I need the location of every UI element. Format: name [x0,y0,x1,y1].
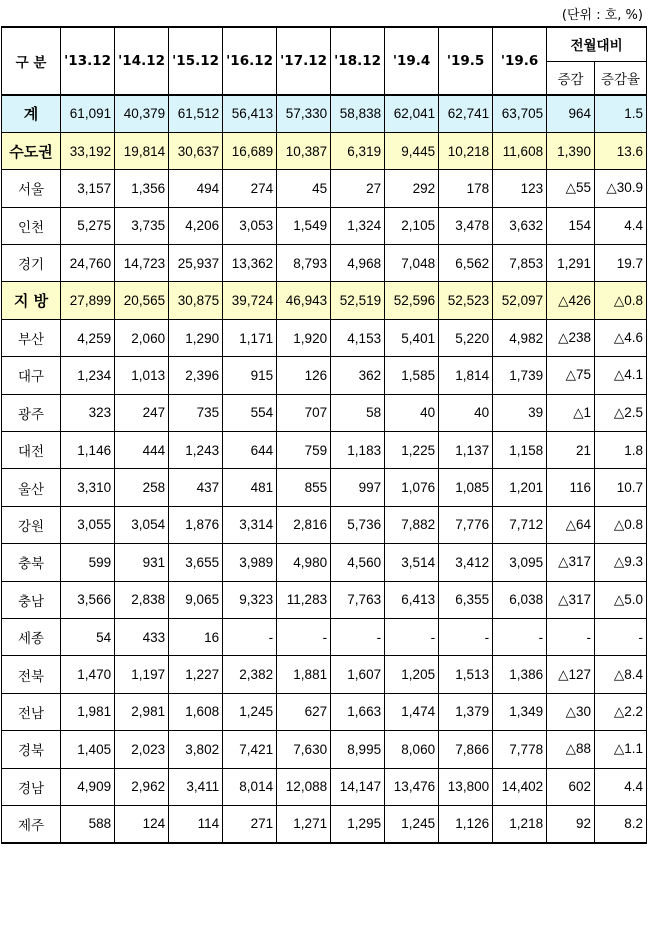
row-label: 경북 [2,731,61,768]
table-cell: 30,637 [169,132,223,169]
table-cell: 258 [115,469,169,506]
table-cell: 92 [547,805,595,842]
table-cell: △0.8 [594,506,646,543]
table-row [2,319,647,356]
table-cell: 52,523 [439,282,493,319]
table-cell: 40,379 [115,95,169,132]
table-row [2,544,647,581]
table-cell: 7,866 [439,731,493,768]
table-cell: 19,814 [115,132,169,169]
table-cell: 6,319 [331,132,385,169]
row-label: 경기 [2,245,61,282]
table-cell: 5,275 [61,207,115,244]
table-cell: 16 [169,618,223,655]
table-cell: 11,283 [277,581,331,618]
table-cell: 3,055 [61,506,115,543]
table-cell: 7,712 [493,506,547,543]
table-cell: 627 [277,693,331,730]
table-cell: 1.5 [594,95,646,132]
table-cell: - [223,618,277,655]
table-cell: △30 [547,693,595,730]
table-cell: 11,608 [493,132,547,169]
mom-group-header: 전월대비 [547,27,647,61]
row-label: 세종 [2,618,61,655]
table-cell: 5,220 [439,319,493,356]
stats-table [1,26,647,844]
table-cell: 6,413 [385,581,439,618]
table-cell: 4,968 [331,245,385,282]
table-cell: △238 [547,319,595,356]
table-row [2,282,647,319]
table-cell: 1,076 [385,469,439,506]
table-cell: 1,876 [169,506,223,543]
table-cell: 10,218 [439,132,493,169]
table-cell: 52,519 [331,282,385,319]
table-cell: 52,596 [385,282,439,319]
table-cell: 1,201 [493,469,547,506]
table-cell: 4,259 [61,319,115,356]
table-cell: △5.0 [594,581,646,618]
table-cell: - [385,618,439,655]
table-cell: △127 [547,656,595,693]
table-cell: 4,982 [493,319,547,356]
table-cell: △2.5 [594,394,646,431]
header-row [2,27,647,61]
table-cell: 10.7 [594,469,646,506]
table-cell: 14,723 [115,245,169,282]
unit-label: (단위 : 호, %) [561,8,643,23]
table-cell: 19.7 [594,245,646,282]
row-label: 대전 [2,432,61,469]
table-cell: 1,158 [493,432,547,469]
table-cell: 56,413 [223,95,277,132]
table-cell: 8,060 [385,731,439,768]
table-cell: 1,474 [385,693,439,730]
table-row [2,95,647,132]
table-row [2,656,647,693]
table-cell: 644 [223,432,277,469]
row-label: 울산 [2,469,61,506]
table-row [2,618,647,655]
table-cell: △2.2 [594,693,646,730]
table-cell: 3,411 [169,768,223,805]
table-cell: 14,147 [331,768,385,805]
table-cell: △55 [547,170,595,207]
table-cell: 1,881 [277,656,331,693]
table-cell: 6,562 [439,245,493,282]
table-cell: 62,741 [439,95,493,132]
table-cell: - [331,618,385,655]
table-cell: 4,980 [277,544,331,581]
table-cell: - [547,618,595,655]
table-row [2,394,647,431]
row-label: 지 방 [2,282,61,319]
table-cell: 1,146 [61,432,115,469]
table-cell: 13.6 [594,132,646,169]
table-cell: 7,630 [277,731,331,768]
table-cell: 45 [277,170,331,207]
row-label: 대구 [2,357,61,394]
table-cell: 61,091 [61,95,115,132]
table-cell: 3,802 [169,731,223,768]
table-cell: 759 [277,432,331,469]
table-cell: 2,023 [115,731,169,768]
table-cell: 1,585 [385,357,439,394]
table-cell: 9,323 [223,581,277,618]
table-cell: 63,705 [493,95,547,132]
table-cell: 40 [385,394,439,431]
table-cell: 178 [439,170,493,207]
row-label: 충북 [2,544,61,581]
table-cell: 588 [61,805,115,842]
row-label: 경남 [2,768,61,805]
table-cell: 1,663 [331,693,385,730]
table-cell: 3,632 [493,207,547,244]
table-cell: 1,183 [331,432,385,469]
table-cell: 3,989 [223,544,277,581]
table-cell: 7,882 [385,506,439,543]
mom-rate-header: 증감율 [594,61,646,95]
table-cell: 433 [115,618,169,655]
table-cell: △88 [547,731,595,768]
table-cell: 1,243 [169,432,223,469]
row-label: 서울 [2,170,61,207]
table-cell: 2,962 [115,768,169,805]
table-cell: 1,245 [223,693,277,730]
year-header: '16.12 [223,27,277,95]
table-cell: 54 [61,618,115,655]
table-cell: 931 [115,544,169,581]
table-cell: 3,412 [439,544,493,581]
table-cell: 24,760 [61,245,115,282]
table-cell: 3,566 [61,581,115,618]
table-cell: 1,171 [223,319,277,356]
table-cell: 13,362 [223,245,277,282]
table-cell: 58 [331,394,385,431]
row-label: 인천 [2,207,61,244]
category-header: 구 분 [2,27,61,95]
table-cell: △317 [547,544,595,581]
table-cell: 7,776 [439,506,493,543]
table-row [2,245,647,282]
table-cell: △4.1 [594,357,646,394]
table-cell: 27,899 [61,282,115,319]
table-cell: 57,330 [277,95,331,132]
table-cell: 1,295 [331,805,385,842]
table-cell: 1,225 [385,432,439,469]
table-cell: 8,793 [277,245,331,282]
table-row [2,805,647,842]
table-cell: 554 [223,394,277,431]
table-row [2,207,647,244]
table-cell: 1,739 [493,357,547,394]
table-cell: 126 [277,357,331,394]
table-cell: 1,324 [331,207,385,244]
table-cell: 39 [493,394,547,431]
table-cell: 1,234 [61,357,115,394]
table-cell: 4,560 [331,544,385,581]
table-cell: 14,402 [493,768,547,805]
table-cell: 1,227 [169,656,223,693]
table-cell: 6,038 [493,581,547,618]
table-cell: 1,607 [331,656,385,693]
year-header: '13.12 [61,27,115,95]
year-header: '19.6 [493,27,547,95]
table-cell: 1,549 [277,207,331,244]
table-cell: 4,909 [61,768,115,805]
table-cell: △75 [547,357,595,394]
table-cell: 4.4 [594,768,646,805]
table-row [2,469,647,506]
table-cell: 13,800 [439,768,493,805]
table-cell: 16,689 [223,132,277,169]
table-cell: △4.6 [594,319,646,356]
table-cell: 7,421 [223,731,277,768]
table-cell: 6,355 [439,581,493,618]
table-row [2,357,647,394]
year-header: '19.4 [385,27,439,95]
table-row [2,170,647,207]
table-cell: 247 [115,394,169,431]
table-cell: 2,060 [115,319,169,356]
table-row [2,132,647,169]
row-label: 계 [2,95,61,132]
table-cell: 437 [169,469,223,506]
table-cell: 114 [169,805,223,842]
table-cell: 707 [277,394,331,431]
table-cell: 9,445 [385,132,439,169]
row-label: 광주 [2,394,61,431]
table-cell: △8.4 [594,656,646,693]
table-cell: 292 [385,170,439,207]
table-cell: 1,608 [169,693,223,730]
table-cell: 2,382 [223,656,277,693]
table-cell: 362 [331,357,385,394]
row-label: 강원 [2,506,61,543]
table-cell: 271 [223,805,277,842]
table-cell: 1,126 [439,805,493,842]
table-cell: 1,349 [493,693,547,730]
table-cell: 7,853 [493,245,547,282]
table-cell: 62,041 [385,95,439,132]
table-cell: △317 [547,581,595,618]
table-cell: 481 [223,469,277,506]
table-cell: 8,014 [223,768,277,805]
table-cell: 1,137 [439,432,493,469]
table-cell: 1.8 [594,432,646,469]
table-cell: 123 [493,170,547,207]
table-cell: 1,205 [385,656,439,693]
table-cell: - [439,618,493,655]
table-cell: 30,875 [169,282,223,319]
table-row [2,432,647,469]
table-cell: 1,470 [61,656,115,693]
table-cell: 274 [223,170,277,207]
table-cell: 1,386 [493,656,547,693]
table-cell: 46,943 [277,282,331,319]
table-cell: 1,981 [61,693,115,730]
table-cell: 997 [331,469,385,506]
table-cell: 3,655 [169,544,223,581]
table-cell: 735 [169,394,223,431]
row-label: 전남 [2,693,61,730]
table-cell: 1,390 [547,132,595,169]
table-cell: 2,981 [115,693,169,730]
table-cell: 21 [547,432,595,469]
table-row [2,506,647,543]
year-header: '15.12 [169,27,223,95]
table-cell: △426 [547,282,595,319]
table-cell: △64 [547,506,595,543]
table-cell: 7,778 [493,731,547,768]
table-cell: 3,310 [61,469,115,506]
table-cell: 4,153 [331,319,385,356]
table-cell: 1,085 [439,469,493,506]
table-cell: 8.2 [594,805,646,842]
table-cell: 12,088 [277,768,331,805]
table-cell: 1,013 [115,357,169,394]
table-cell: 154 [547,207,595,244]
table-cell: 7,763 [331,581,385,618]
table-cell: 1,197 [115,656,169,693]
table-cell: △0.8 [594,282,646,319]
table-cell: 116 [547,469,595,506]
table-cell: 915 [223,357,277,394]
table-cell: 2,105 [385,207,439,244]
table-cell: 602 [547,768,595,805]
table-row [2,768,647,805]
table-cell: 1,379 [439,693,493,730]
table-cell: 3,157 [61,170,115,207]
table-cell: 1,814 [439,357,493,394]
table-cell: 9,065 [169,581,223,618]
table-cell: 3,514 [385,544,439,581]
table-cell: 33,192 [61,132,115,169]
row-label: 제주 [2,805,61,842]
table-cell: 13,476 [385,768,439,805]
table-cell: - [277,618,331,655]
table-cell: 1,291 [547,245,595,282]
table-cell: 3,735 [115,207,169,244]
table-cell: 20,565 [115,282,169,319]
row-label: 충남 [2,581,61,618]
table-cell: 2,816 [277,506,331,543]
row-label: 수도권 [2,132,61,169]
table-cell: - [493,618,547,655]
table-cell: 3,054 [115,506,169,543]
table-row [2,731,647,768]
year-header: '17.12 [277,27,331,95]
table-cell: 2,838 [115,581,169,618]
table-cell: 494 [169,170,223,207]
table-cell: 3,314 [223,506,277,543]
table-row [2,693,647,730]
table-cell: 855 [277,469,331,506]
table-cell: 4.4 [594,207,646,244]
table-cell: 599 [61,544,115,581]
table-cell: 1,218 [493,805,547,842]
table-cell: 5,401 [385,319,439,356]
year-header: '19.5 [439,27,493,95]
table-cell: 1,920 [277,319,331,356]
table-cell: 1,356 [115,170,169,207]
table-cell: △30.9 [594,170,646,207]
table-cell: 1,245 [385,805,439,842]
table-cell: △1 [547,394,595,431]
table-cell: 25,937 [169,245,223,282]
row-label: 전북 [2,656,61,693]
table-cell: △1.1 [594,731,646,768]
table-cell: 964 [547,95,595,132]
table-cell: 124 [115,805,169,842]
table-cell: 3,053 [223,207,277,244]
table-cell: 3,478 [439,207,493,244]
table-cell: 52,097 [493,282,547,319]
table-cell: 1,513 [439,656,493,693]
table-cell: 27 [331,170,385,207]
table-cell: 444 [115,432,169,469]
table-cell: 40 [439,394,493,431]
table-cell: 3,095 [493,544,547,581]
table-cell: 1,405 [61,731,115,768]
year-header: '14.12 [115,27,169,95]
table-cell: 39,724 [223,282,277,319]
table-cell: - [594,618,646,655]
year-header: '18.12 [331,27,385,95]
table-cell: 1,290 [169,319,223,356]
table-cell: 1,271 [277,805,331,842]
table-row [2,581,647,618]
table-cell: 7,048 [385,245,439,282]
table-cell: 2,396 [169,357,223,394]
table-cell: 61,512 [169,95,223,132]
table-cell: 5,736 [331,506,385,543]
table-cell: 4,206 [169,207,223,244]
mom-change-header: 증감 [547,61,595,95]
table-cell: 323 [61,394,115,431]
table-cell: △9.3 [594,544,646,581]
row-label: 부산 [2,319,61,356]
table-cell: 58,838 [331,95,385,132]
table-cell: 10,387 [277,132,331,169]
table-cell: 8,995 [331,731,385,768]
